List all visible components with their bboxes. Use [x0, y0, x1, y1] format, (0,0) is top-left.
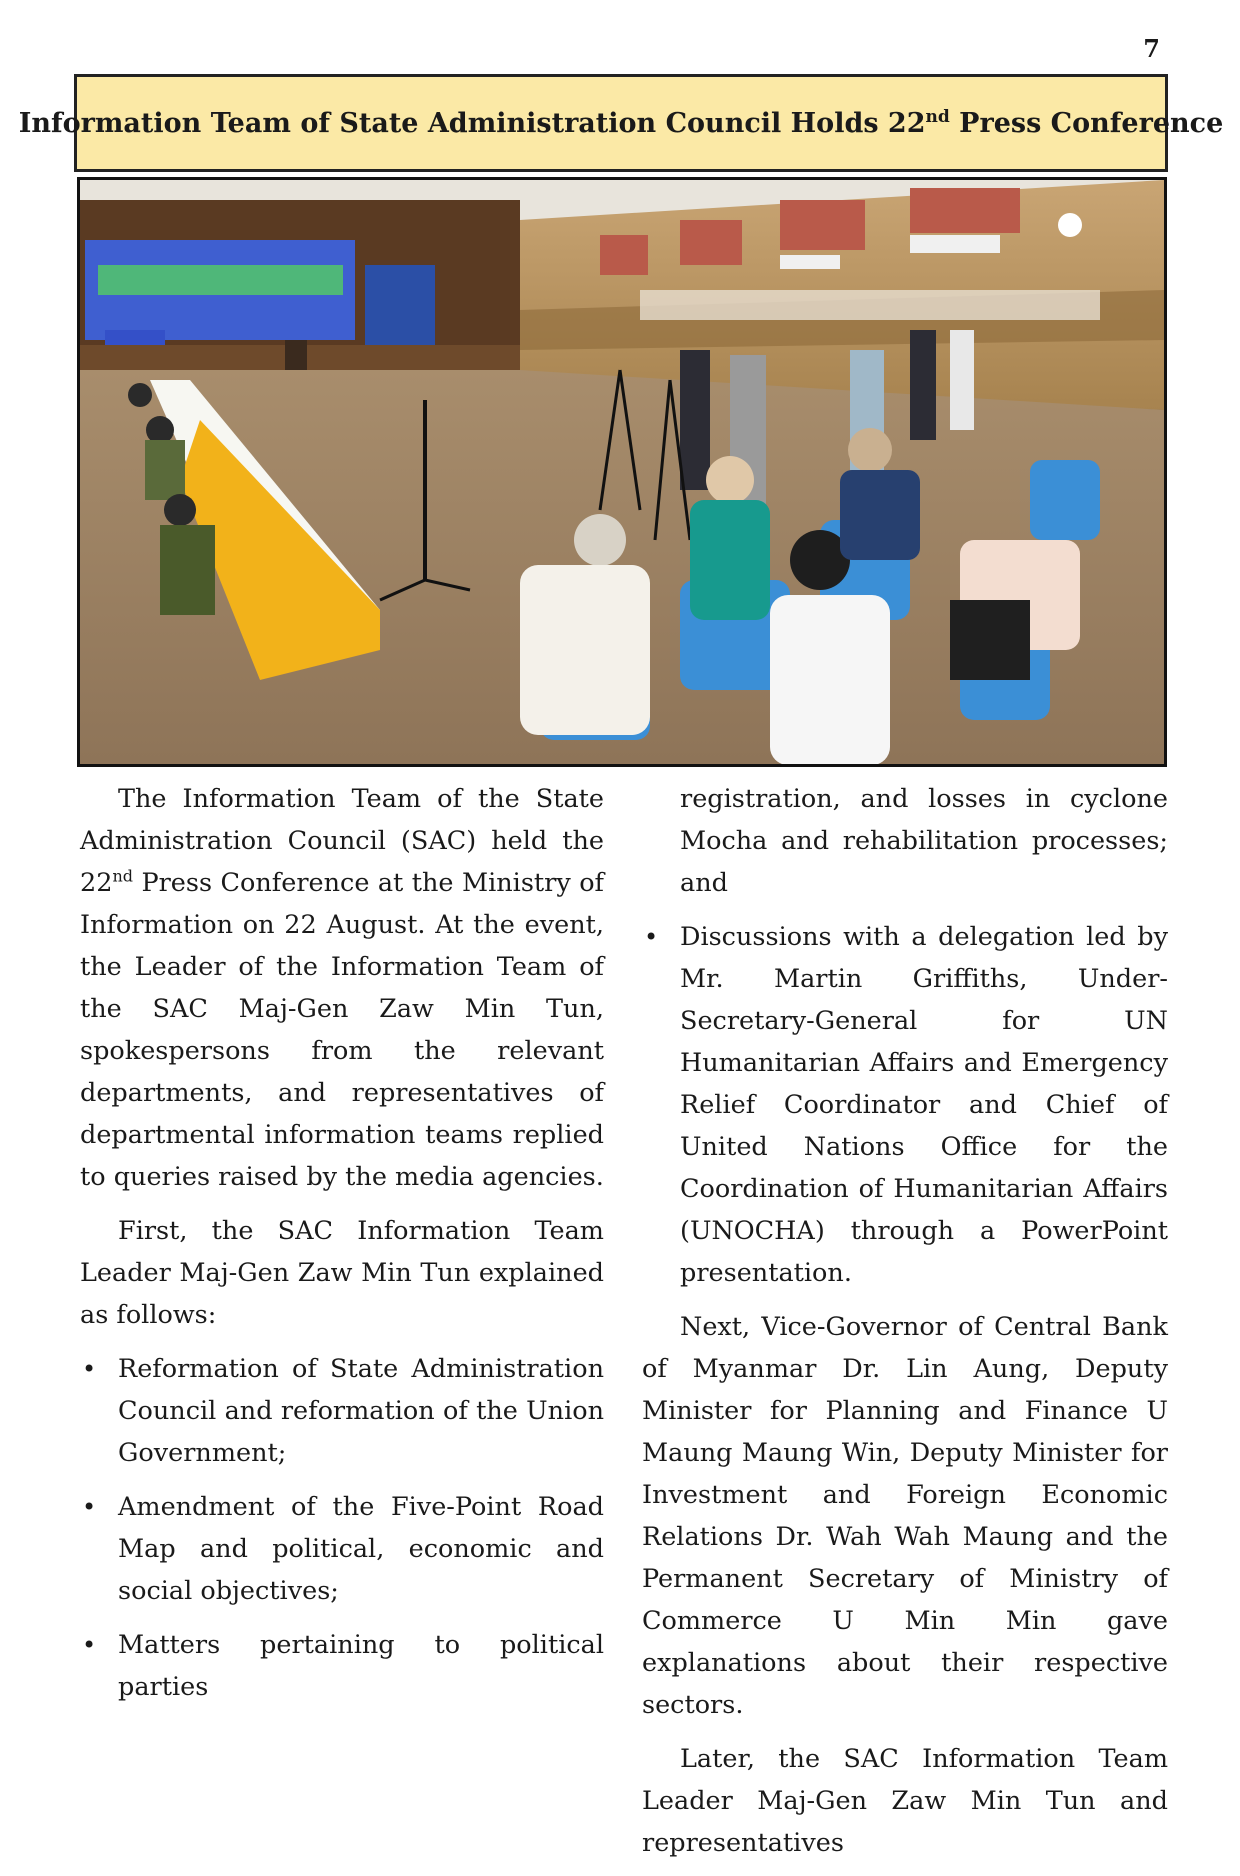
- sector-explanations-paragraph: Next, Vice-Governor of Central Bank of Myanmar Dr. Lin Aung, Deputy Minister for Planning and Finance U Maung Maung Win, Deputy Minister for Investment and Foreign Economic Relations Dr. Wah Wah Maung and the Permanent Secretary of Ministry of Commerce U Min Min gave explanations about their respective sectors.: [642, 1312, 1168, 1720]
- left-column: [80, 778, 604, 1720]
- list-item: • Reformation of State Administration Council and reformation of the Union Government;: [80, 1348, 604, 1474]
- topics-list-continued: [642, 916, 1168, 1294]
- list-item: • Matters pertaining to political parties: [80, 1624, 604, 1708]
- explanation-paragraph: First, the SAC Information Team Leader Maj-Gen Zaw Min Tun explained as follows:: [80, 1216, 604, 1330]
- closing-paragraph: Later, the SAC Information Team Leader Maj-Gen Zaw Min Tun and representatives: [642, 1744, 1168, 1858]
- list-item-continuation: registration, and losses in cyclone Mocha and rehabilitation processes; and: [680, 784, 1168, 898]
- press-conference-photo-icon: [80, 180, 1164, 764]
- article-title-banner: [18, 74, 1224, 172]
- list-item: • Discussions with a delegation led by Mr. Martin Griffiths, Under-Secretary-General for UN Humanitarian Affairs and Emergency Relief Coordinator and Chief of United Nations Office for the Coordination of Humanitarian Affairs (UNOCHA) through a PowerPoint presentation.: [642, 916, 1168, 1294]
- topics-list: [80, 1348, 604, 1708]
- intro-paragraph: The Information Team of the State Administration Council (SAC) held the 22nd Press Conference at the Ministry of Information on 22 August. At the event, the Leader of the Information Team of the SAC Maj-Gen Zaw Min Tun, spokespersons from the relevant departments, and representatives of departmental information teams replied to queries raised by the media agencies.: [80, 784, 604, 1192]
- page-number: 7: [1143, 34, 1160, 63]
- right-column: [642, 778, 1168, 1876]
- press-conference-photo: [77, 177, 1167, 767]
- article-title: Information Team of State Administration Council Holds 22nd Press Conference: [18, 106, 1224, 139]
- list-item: • Amendment of the Five-Point Road Map and political, economic and social objectives;: [80, 1486, 604, 1612]
